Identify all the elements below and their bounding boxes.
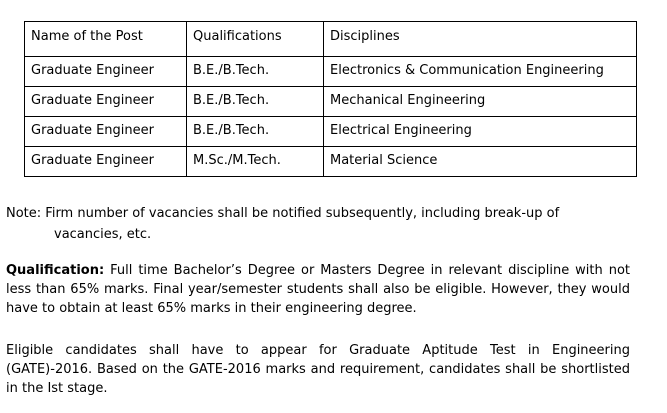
cell-qualification: B.E./B.Tech.	[187, 57, 324, 87]
table-row	[25, 57, 637, 87]
eligibility-paragraph: Eligible candidates shall have to appear for Graduate Aptitude Test in Engineering (GATE)-2016. Based on the GATE-2016 marks and requirement, candidates shall be shortlisted in the Ist stage.	[6, 343, 630, 396]
table-header-row	[25, 22, 637, 57]
qualification-label: Qualification:	[6, 263, 105, 278]
table-row	[25, 117, 637, 147]
header-qualifications: Qualifications	[187, 22, 324, 57]
note-text-line2: vacancies, etc.	[54, 227, 152, 242]
cell-qualification: B.E./B.Tech.	[187, 117, 324, 147]
header-post-name: Name of the Post	[25, 22, 187, 57]
note-label: Note:	[6, 206, 42, 221]
cell-post: Graduate Engineer	[25, 147, 187, 177]
cell-post: Graduate Engineer	[25, 117, 187, 147]
table-row	[25, 87, 637, 117]
header-disciplines: Disciplines	[324, 22, 637, 57]
qualification-paragraph	[6, 261, 630, 318]
cell-discipline: Material Science	[324, 147, 637, 177]
table-row	[25, 147, 637, 177]
cell-qualification: B.E./B.Tech.	[187, 87, 324, 117]
cell-discipline: Mechanical Engineering	[324, 87, 637, 117]
cell-post: Graduate Engineer	[25, 87, 187, 117]
cell-discipline: Electrical Engineering	[324, 117, 637, 147]
note-text-line1: Firm number of vacancies shall be notified subsequently, including break-up of	[45, 206, 560, 221]
cell-discipline: Electronics & Communication Engineering	[324, 57, 637, 87]
cell-post: Graduate Engineer	[25, 57, 187, 87]
posts-table	[24, 21, 637, 177]
qualification-text: Full time Bachelor’s Degree or Masters Degree in relevant discipline with not less than 65% marks. Final year/semester students shall also be eligible. However, they would have to obtain at least 65% marks in their engineering degree.	[6, 263, 630, 316]
note-paragraph	[6, 203, 632, 224]
cell-qualification: M.Sc./M.Tech.	[187, 147, 324, 177]
